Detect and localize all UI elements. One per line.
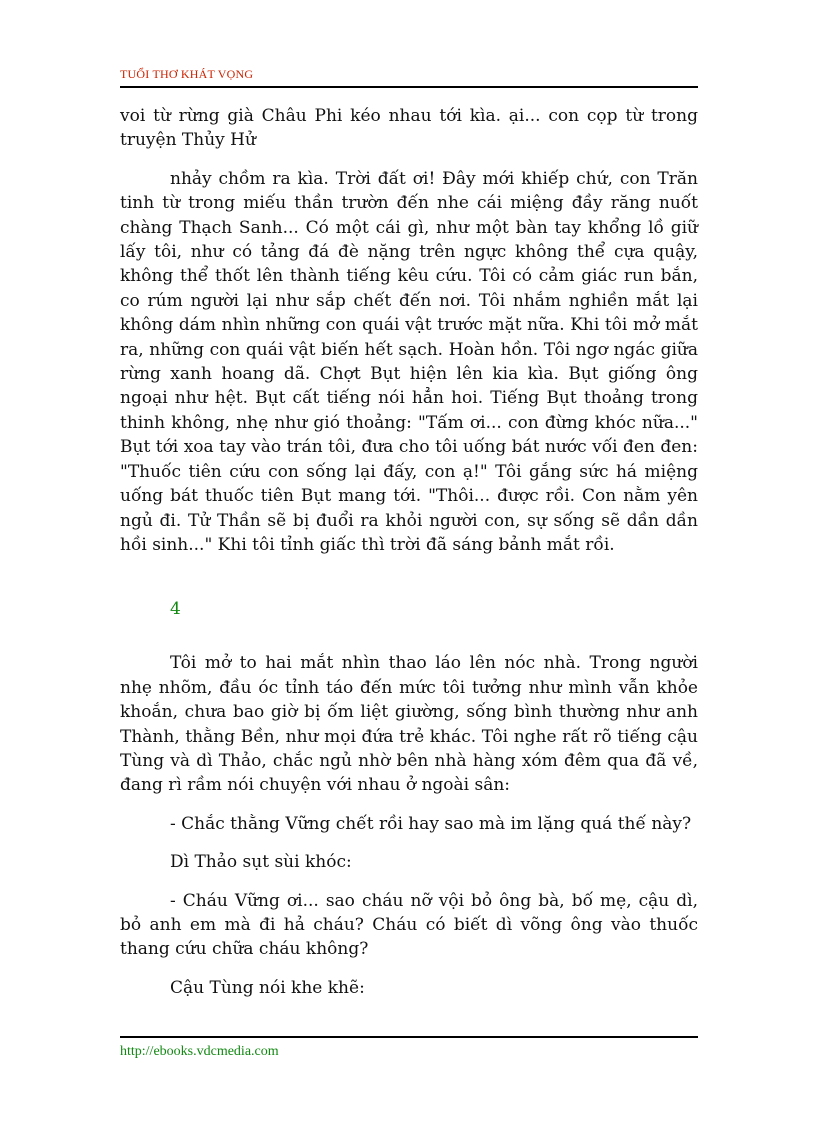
page-header <box>120 67 698 88</box>
page-footer <box>120 1036 698 1060</box>
dialogue-line: - Chắc thằng Vững chết rồi hay sao mà im lặng quá thế này? <box>170 813 692 834</box>
paragraph: Tôi mở to hai mắt nhìn thao láo lên nóc nhà. Trong người nhẹ nhõm, đầu óc tỉnh táo đến mức tôi tưởng như mình vẫn khỏe khoắn, chưa bao giờ bị ốm liệt giường, sống bình thường như anh Thành, thằng Bền, như mọi đứa trẻ khác. Tôi nghe rất rõ tiếng cậu Tùng và dì Thảo, chắc ngủ nhờ bên nhà hàng xóm đêm qua đã về, đang rì rầm nói chuyện với nhau ở ngoài sân: <box>120 653 698 796</box>
header-divider <box>120 86 698 88</box>
paragraph-continuation: voi từ rừng già Châu Phi kéo nhau tới kìa. ại... con cọp từ trong truyện Thủy Hử <box>120 106 698 151</box>
paragraph: Cậu Tùng nói khe khẽ: <box>170 977 365 998</box>
footer-website-link[interactable]: http://ebooks.vdcmedia.com <box>120 1044 279 1059</box>
chapter-section-number: 4 <box>170 599 181 620</box>
book-title: TUỔI THƠ KHÁT VỌNG <box>120 67 254 81</box>
page-body <box>120 104 698 1014</box>
footer-divider <box>120 1036 698 1038</box>
dialogue-line: - Cháu Vững ơi... sao cháu nỡ vội bỏ ông bà, bố mẹ, cậu dì, bỏ anh em mà đi hả cháu? Cháu có biết dì võng ông vào thuốc thang cứu chữa cháu không? <box>120 890 698 960</box>
paragraph: Dì Thảo sụt sùi khóc: <box>170 852 352 873</box>
paragraph: nhảy chồm ra kìa. Trời đất ơi! Đây mới khiếp chứ, con Trăn tinh từ trong miếu thần trườn đến nhe cái miệng đầy răng nuốt chàng Thạch Sanh... Có một cái gì, như một bàn tay khổng lồ giữ lấy tôi, như có tảng đá đè nặng trên ngực không thể cựa quậy, không thể thốt lên thành tiếng kêu cứu. Tôi có cảm giác run bắn, co rúm người lại như sắp chết đến nơi. Tôi nhắm nghiền mắt lại không dám nhìn những con quái vật trước mặt nữa. Khi tôi mở mắt ra, những con quái vật biến hết sạch. Hoàn hồn. Tôi ngơ ngác giữa rừng xanh hoang dã. Chợt Bụt hiện lên kia kìa. Bụt giống ông ngoại như hệt. Bụt cất tiếng nói hẳn hoi. Tiếng Bụt thoảng trong thinh không, nhẹ như gió thoảng: "Tấm ơi... con đừng khóc nữa..." Bụt tới xoa tay vào trán tôi, đưa cho tôi uống bát nước vối đen đen: "Thuốc tiên cứu con sống lại đấy, con ạ!" Tôi gắng sức há miệng uống bát thuốc tiên Bụt mang tới. "Thôi... được rồi. Con nằm yên ngủ đi. Tử Thần sẽ bị đuổi ra khỏi người con, sự sống sẽ dần dần hồi sinh..." Khi tôi tỉnh giấc thì trời đã sáng bảnh mắt rồi. <box>120 168 698 555</box>
